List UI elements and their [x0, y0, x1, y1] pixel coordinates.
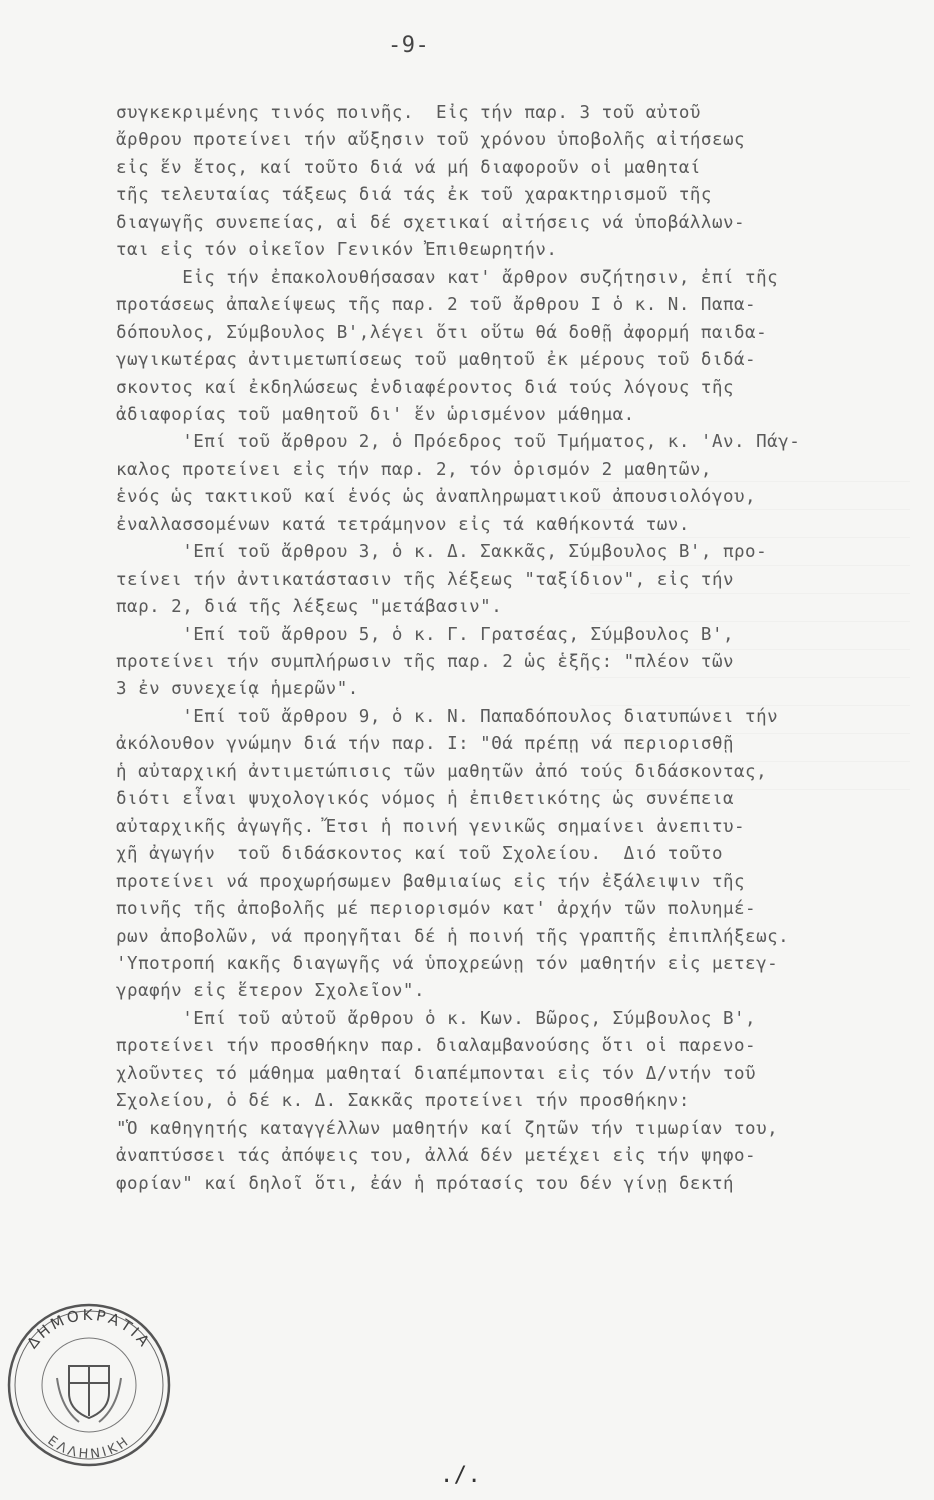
text-line: ἐναλλασσομένων κατά τετράμηνον εἰς τά καθήκοντά των. — [116, 514, 690, 535]
coat-of-arms-icon — [57, 1366, 121, 1422]
text-line: διότι εἶναι ψυχολογικός νόμος ἡ ἐπιθετικότης ὡς συνέπεια — [116, 789, 735, 810]
text-line: 'Επί τοῦ ἄρθρου 2, ὁ Πρόεδρος τοῦ Τμήματος, κ. 'Αν. Πάγ- — [116, 432, 801, 453]
text-line: αὐταρχικῆς ἀγωγῆς. Ἔτσι ἡ ποινή γενικῶς σημαίνει ἀνεπιτυ- — [116, 816, 746, 837]
text-line: χῆ ἀγωγήν τοῦ διδάσκοντος καί τοῦ Σχολείου. Διό τοῦτο — [116, 844, 723, 865]
text-line: γωγικωτέρας ἀντιμετωπίσεως τοῦ μαθητοῦ ἐκ μέρους τοῦ διδά- — [116, 350, 757, 371]
continuation-mark: ./. — [440, 1463, 482, 1488]
text-line: προτείνει τήν προσθήκην παρ. διαλαμβανούσης ὅτι οἱ παρενο- — [116, 1036, 757, 1057]
text-line: προτείνει νά προχωρήσωμεν βαθμιαίως εἰς τήν ἐξάλειψιν τῆς — [116, 871, 746, 892]
text-line: 'Υποτροπή κακῆς διαγωγῆς νά ὑποχρεώνῃ τόν μαθητήν εἰς μετεγ- — [116, 953, 779, 974]
text-line: ρων ἀποβολῶν, νά προηγῆται δέ ἡ ποινή τῆς γραπτῆς ἐπιπλήξεως. — [116, 926, 790, 947]
official-seal-stamp — [4, 1300, 174, 1470]
text-line: τῆς τελευταίας τάξεως διά τάς ἐκ τοῦ χαρακτηρισμοῦ τῆς — [116, 185, 712, 206]
text-line: ἡ αὐταρχική ἀντιμετώπισις τῶν μαθητῶν ἀπό τούς διδάσκοντας, — [116, 761, 768, 782]
text-line: προτείνει τήν συμπλήρωσιν τῆς παρ. 2 ὡς ἑξῆς: "πλέον τῶν — [116, 652, 735, 672]
text-line: ἀδιαφορίας τοῦ μαθητοῦ δι' ἕν ὡρισμένον μάθημα. — [116, 404, 635, 425]
text-line: παρ. 2, διά τῆς λέξεως "μετάβασιν". — [116, 597, 503, 618]
svg-text:ΕΛΛΗΝΙΚΗ: ΕΛΛΗΝΙΚΗ — [44, 1433, 134, 1463]
text-line: ται εἰς τόν οἰκεῖον Γενικόν Ἐπιθεωρητήν. — [116, 240, 558, 261]
text-line: 3 ἐν συνεχείᾳ ἡμερῶν". — [116, 679, 359, 700]
page-number: -9- — [388, 33, 430, 58]
text-line: Σχολείου, ὁ δέ κ. Δ. Σακκᾶς προτείνει τήν προσθήκην: — [116, 1091, 690, 1112]
text-line: διαγωγῆς συνεπείας, αἱ δέ σχετικαί αἰτήσεις νά ὑποβάλλων- — [116, 212, 746, 233]
svg-text:ΔΗΜΟΚΡΑΤΙΑ: ΔΗΜΟΚΡΑΤΙΑ — [23, 1305, 155, 1353]
text-line: φορίαν" καί δηλοῖ ὅτι, ἐάν ἡ πρότασίς του δέν γίνῃ δεκτή — [116, 1173, 735, 1194]
text-line: ποινῆς τῆς ἀποβολῆς μέ περιορισμόν κατ' ἀρχήν τῶν πολυημέ- — [116, 899, 757, 920]
text-line: χλοῦντες τό μάθημα μαθηταί διαπέμπονται εἰς τόν Δ/ντήν τοῦ — [116, 1063, 757, 1084]
text-line: ἀκόλουθον γνώμην διά τήν παρ. Ι: "Θά πρέπῃ νά περιορισθῇ — [116, 734, 735, 755]
text-line: "Ὁ καθηγητής καταγγέλλων μαθητήν καί ζητῶν τήν τιμωρίαν του, — [116, 1118, 779, 1139]
text-line: 'Επί τοῦ ἄρθρου 9, ὁ κ. Ν. Παπαδόπουλος διατυπώνει τήν — [116, 706, 779, 727]
text-line: εἰς ἕν ἔτος, καί τοῦτο διά νά μή διαφοροῦν οἱ μαθηταί — [116, 157, 701, 178]
text-line: ἀναπτύσσει τάς ἀπόψεις του, ἀλλά δέν μετέχει εἰς τήν ψηφο- — [116, 1146, 757, 1167]
text-line: προτάσεως ἀπαλείψεως τῆς παρ. 2 τοῦ ἄρθρου Ι ὁ κ. Ν. Παπα- — [116, 295, 757, 316]
text-line: συγκεκριμένης τινός ποινῆς. Εἰς τήν παρ. 3 τοῦ αὐτοῦ — [116, 103, 701, 123]
text-line: 'Επί τοῦ ἄρθρου 5, ὁ κ. Γ. Γρατσέας, Σύμβουλος Β', — [116, 624, 735, 645]
text-line: 'Επί τοῦ ἄρθρου 3, ὁ κ. Δ. Σακκᾶς, Σύμβουλος Β', προ- — [116, 542, 768, 563]
text-line: 'Επί τοῦ αὐτοῦ ἄρθρου ὁ κ. Κων. Βῶρος, Σύμβουλος Β', — [116, 1008, 757, 1029]
text-line: γραφήν εἰς ἕτερον Σχολεῖον". — [116, 981, 426, 1002]
text-line: Εἰς τήν ἐπακολουθήσασαν κατ' ἄρθρον συζήτησιν, ἐπί τῆς — [116, 267, 779, 288]
text-line: καλος προτείνει εἰς τήν παρ. 2, τόν ὁρισμόν 2 μαθητῶν, — [116, 459, 712, 480]
text-line: ἄρθρου προτείνει τήν αὔξησιν τοῦ χρόνου ὑποβολῆς αἰτήσεως — [116, 130, 746, 151]
text-line: δόπουλος, Σύμβουλος Β',λέγει ὅτι οὕτω θά δοθῇ ἀφορμή παιδα- — [116, 322, 768, 343]
text-line: τείνει τήν ἀντικατάστασιν τῆς λέξεως "ταξίδιον", εἰς τήν — [116, 569, 735, 590]
text-line: ἑνός ὡς τακτικοῦ καί ἑνός ὡς ἀναπληρωματικοῦ ἀπουσιολόγου, — [116, 487, 757, 508]
text-line: σκοντος καί ἐκδηλώσεως ἐνδιαφέροντος διά τούς λόγους τῆς — [116, 377, 735, 398]
